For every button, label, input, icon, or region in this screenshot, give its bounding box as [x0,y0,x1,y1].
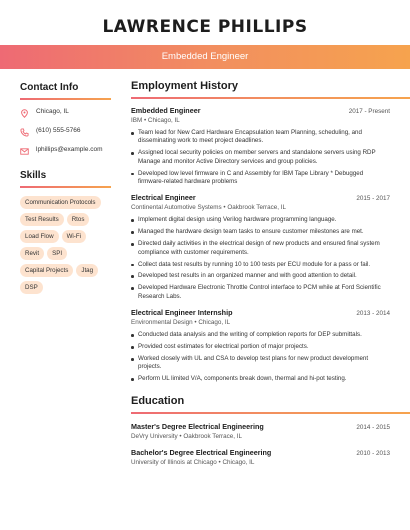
job-entry-dates: 2013 - 2014 [356,310,390,318]
main-content [131,80,390,466]
education-heading: Education [131,394,185,407]
bullet-item: Provided cost estimates for electrical portion of major projects. [131,343,390,351]
bullet-item: Directed daily activities in the electrical design of new products and ensured final system compliance with customer requirements. [131,240,390,257]
contact-heading: Contact Info [20,82,79,93]
contact-list [20,108,111,156]
bullet-item: Developed test results in an organized manner and with good attention to detail. [131,272,390,280]
bullet-item: Conducted data analysis and the writing of completion reports for DEP submittals. [131,331,390,339]
skill-tag: SPI [47,247,67,260]
sidebar [20,82,111,298]
education-school-line [131,459,390,466]
education-degree: Bachelor's Degree Electrical Engineering [131,447,272,457]
job-entry-company: Continental Automotive Systems [131,204,222,212]
contact-phone [20,127,111,137]
bullet-item: Developed low level firmware in C and Assembly for IBM Tape Library * Debugged firmware-related hardware problems [131,170,390,187]
contact-email-text[interactable]: lphillips@example.com [36,146,103,153]
job-entry-employer [131,204,390,211]
job-entry [131,193,390,301]
bullet-item: Perform UL limited V/A, components break down, thermal and hi-pot testing. [131,375,390,383]
job-entry-title: Embedded Engineer [131,106,201,115]
contact-divider [20,98,111,100]
bullet-item: Managed the hardware design team tasks to ensure customer milestones are met. [131,228,390,236]
job-title-text: Embedded Engineer [161,51,249,62]
job-entry [131,308,390,384]
job-entry-location: Oakbrook Terrace, IL [227,204,287,212]
separator-dot: • [143,117,148,124]
job-entry-bullets [131,216,390,301]
education-dates: 2010 - 2013 [356,449,390,457]
education-section [131,395,390,466]
contact-location [20,108,111,118]
separator-dot: • [194,319,199,327]
skill-tag: Load Flow [20,230,59,243]
education-dates: 2014 - 2015 [356,423,390,431]
job-entry-location: Chicago, IL [198,319,231,327]
education-entry [131,422,390,440]
phone-icon [20,128,29,137]
education-location: Oakbrook Terrace, IL [183,432,243,440]
skill-tag: Rtos [67,213,90,226]
employment-heading: Employment History [131,80,238,92]
skill-tag: Capital Projects [20,264,73,277]
bullet-item: Collect data test results by running 10 to 100 tests per ECU module for a pass or fail. [131,261,390,269]
skills-heading: Skills [20,170,47,181]
job-entry [131,106,390,186]
bullet-item: Team lead for New Card Hardware Encapsulation team Planning, scheduling, and disseminating work to meet project deadlines. [131,129,390,146]
job-title-banner [0,45,410,69]
location-pin-icon [20,109,29,118]
contact-phone-text: (610) 555-5766 [36,127,81,134]
envelope-icon [20,147,29,156]
job-entry-dates: 2017 - Present [348,108,390,115]
skill-tag: Revit [20,247,44,260]
skill-tag: Communication Protocols [20,196,101,209]
separator-dot: • [218,458,223,466]
education-divider [131,412,410,414]
education-location: Chicago, IL [222,458,255,466]
contact-location-text: Chicago, IL [36,108,69,115]
job-entry-location: Chicago, IL [147,117,180,124]
contact-email [20,146,111,156]
job-entry-bullets [131,129,390,186]
job-entry-employer [131,117,390,124]
education-entry [131,448,390,466]
skills-list [20,196,111,298]
job-entry-company: Environmental Design [131,319,193,327]
education-degree: Master's Degree Electrical Engineering [131,421,264,431]
bullet-item: Developed Hardware Electronic Throttle Control interface to PCM while at Ford Scientific Research Labs. [131,284,390,301]
job-entry-dates: 2015 - 2017 [356,195,390,203]
job-entry-title: Electrical Engineer Internship [131,308,233,318]
separator-dot: • [223,204,228,212]
job-entry-company: IBM [131,117,143,124]
skill-tag: Wi-Fi [62,230,86,243]
job-entry-title: Electrical Engineer [131,193,196,203]
bullet-item: Assigned local security policies on member servers and standalone servers using RDP Manage and monitor Active Directory services and group policies. [131,149,390,166]
education-school-line [131,433,390,440]
job-entry-employer [131,319,390,326]
resume-name: LAWRENCE PHILLIPS [102,17,308,37]
skill-tag: DSP [20,281,43,294]
skills-divider [20,186,111,188]
bullet-item: Implement digital design using Verilog hardware programming language. [131,216,390,224]
skill-tag: Test Results [20,213,64,226]
education-school: University of Illinois at Chicago [131,458,217,466]
skill-tag: Jtag [76,264,98,277]
job-entry-bullets [131,331,390,384]
education-school: DeVry University [131,432,178,440]
employment-divider [131,97,410,99]
separator-dot: • [179,432,184,440]
bullet-item: Worked closely with UL and CSA to develop test plans for new product development projects. [131,355,390,372]
